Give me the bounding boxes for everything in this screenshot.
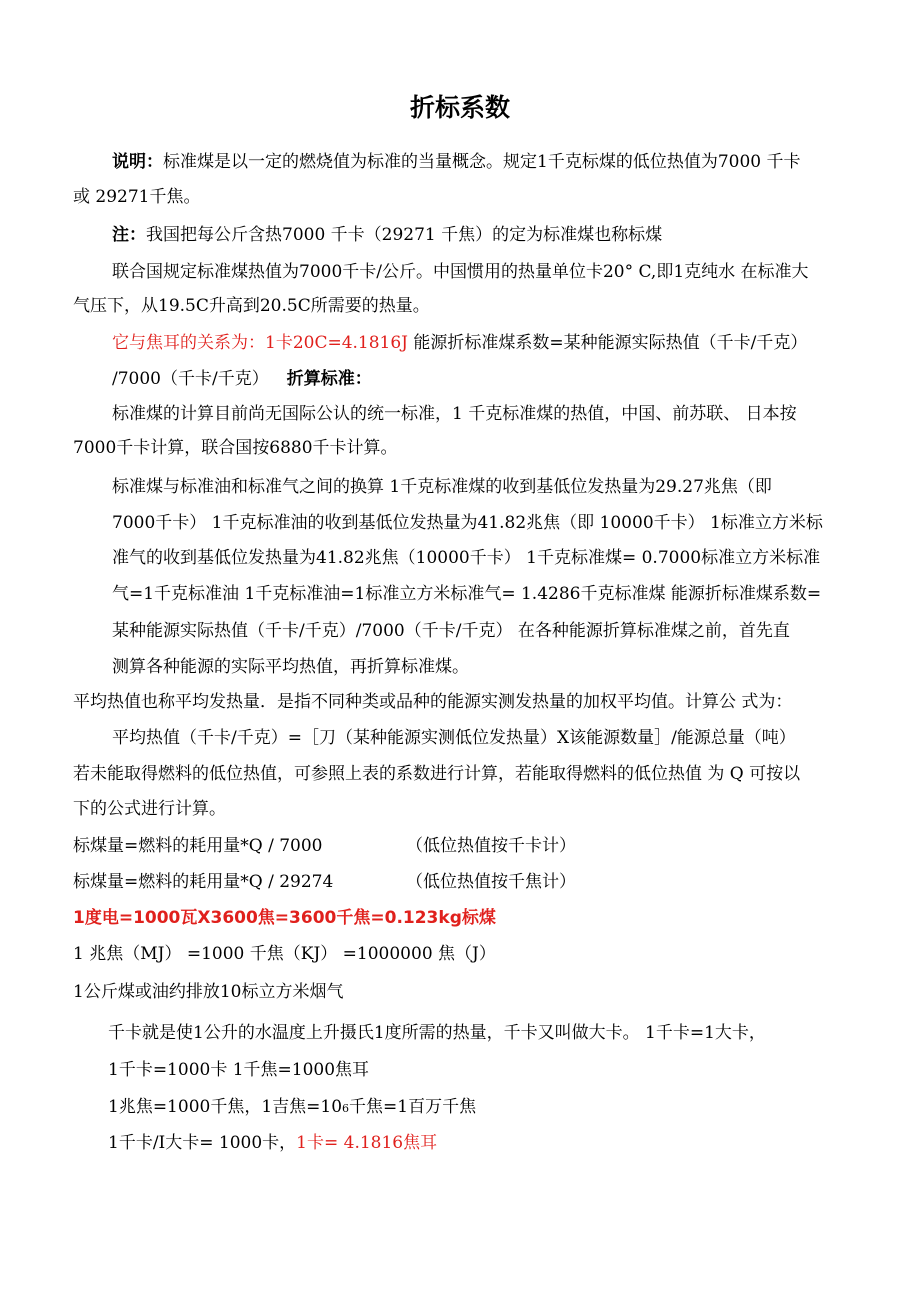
electricity-conversion: 1度电=1000瓦X3600焦=3600千焦=0.123kg标煤 [73,908,496,928]
explanation-continuation: 或 29271千焦。 [73,187,201,207]
megajoule-conversion: 1 兆焦（MJ） =1000 千焦（KJ） =1000000 焦（J） [73,944,496,964]
joule-relation-red: 它与焦耳的关系为：1卡20C=4.1816J [112,333,408,353]
exponent: 6 [342,1102,350,1115]
note-text: 我国把每公斤含热7000 千卡（29271 千焦）的定为标准煤也称标煤 [146,225,663,245]
conversion-line-6: 测算各种能源的实际平均热值，再折算标准煤。 [112,657,469,677]
conversion-line-2: 7000千卡） 1千克标准油的收到基低位发热量为41.82兆焦（即 10000千卡） 1标准立方米标 [112,513,823,533]
conversion-line-5: 某种能源实际热值（千卡/千克）/7000（千卡/千克） 在各种能源折算标准煤之前，首先直 [112,621,790,641]
conversion-standard-label: 折算标准： [286,369,372,389]
calorie-joule-red: 1卡= 4.1816焦耳 [296,1133,438,1153]
low-heat-note-line-2: 下的公式进行计算。 [73,799,226,819]
formula-kcal-note: （低位热值按千卡计） [406,836,576,856]
un-standard-line-1: 联合国规定标准煤热值为7000千卡/公斤。中国惯用的热量单位卡20° C,即1克纯水 在标准大 [112,262,809,282]
mj-gj-text-b: 千焦=1百万千焦 [349,1097,477,1117]
intl-standard-line-2: 7000千卡计算，联合国按6880千卡计算。 [73,438,398,458]
coefficient-divisor: /7000（千卡/千克） [112,369,269,389]
calorie-joule-conversion [108,1131,437,1155]
paragraph-note [112,223,662,247]
joule-relation-line [112,331,807,355]
megajoule-gigajoule-conversion [108,1095,476,1121]
kcal-equals-cal: 1千卡/I大卡= 1000卡， [108,1133,297,1153]
kilocalorie-definition: 千卡就是使1公升的水温度上升摄氏1度所需的热量，千卡又叫做大卡。 1千卡=1大卡， [108,1023,766,1043]
conversion-line-4: 气=1千克标准油 1千克标准油=1标准立方米标准气= 1.4286千克标准煤 能源折标准煤系数= [112,584,822,604]
note-label: 注： [112,225,146,245]
formula-kj-note: （低位热值按千焦计） [406,872,576,892]
kcal-kj-conversion: 1千卡=1000卡 1千焦=1000焦耳 [108,1060,370,1080]
low-heat-note-line-1: 若未能取得燃料的低位热值，可参照上表的系数进行计算，若能取得燃料的低位热值 为 Q 可按以 [73,764,801,784]
coefficient-formula-cont [112,367,372,391]
conversion-line-3: 准气的收到基低位发热量为41.82兆焦（10000千卡） 1千克标准煤= 0.7000标准立方米标准 [112,548,821,568]
intl-standard-line-1: 标准煤的计算目前尚无国际公认的统一标准，1 千克标准煤的热值，中国、前苏联、 日本按 [112,404,797,424]
un-standard-line-2: 气压下，从19.5C升高到20.5C所需要的热量。 [73,296,430,316]
formula-kcal: 标煤量=燃料的耗用量*Q / 7000 [73,836,323,856]
average-heat-formula: 平均热值（千卡/千克）=［刀（某种能源实测低位发热量）X该能源数量］/能源总量（吨） [112,728,796,748]
paragraph-explanation [112,150,800,174]
explanation-text: 标准煤是以一定的燃烧值为标准的当量概念。规定1千克标煤的低位热值为7000 千卡 [163,152,801,172]
formula-kj: 标煤量=燃料的耗用量*Q / 29274 [73,872,334,892]
coefficient-formula: 能源折标准煤系数=某种能源实际热值（千卡/千克） [408,333,808,353]
average-heat-definition: 平均热值也称平均发热量．是指不同种类或品种的能源实测发热量的加权平均值。计算公 式为： [73,692,793,712]
mj-gj-text-a: 1兆焦=1000千焦，1吉焦=10 [108,1097,343,1117]
conversion-line-1: 标准煤与标准油和标准气之间的换算 1千克标准煤的收到基低位发热量为29.27兆焦（即 [112,477,772,497]
explanation-label: 说明： [112,152,163,172]
page-title: 折标系数 [409,93,510,122]
flue-gas-emission: 1公斤煤或油约排放10标立方米烟气 [73,982,344,1002]
